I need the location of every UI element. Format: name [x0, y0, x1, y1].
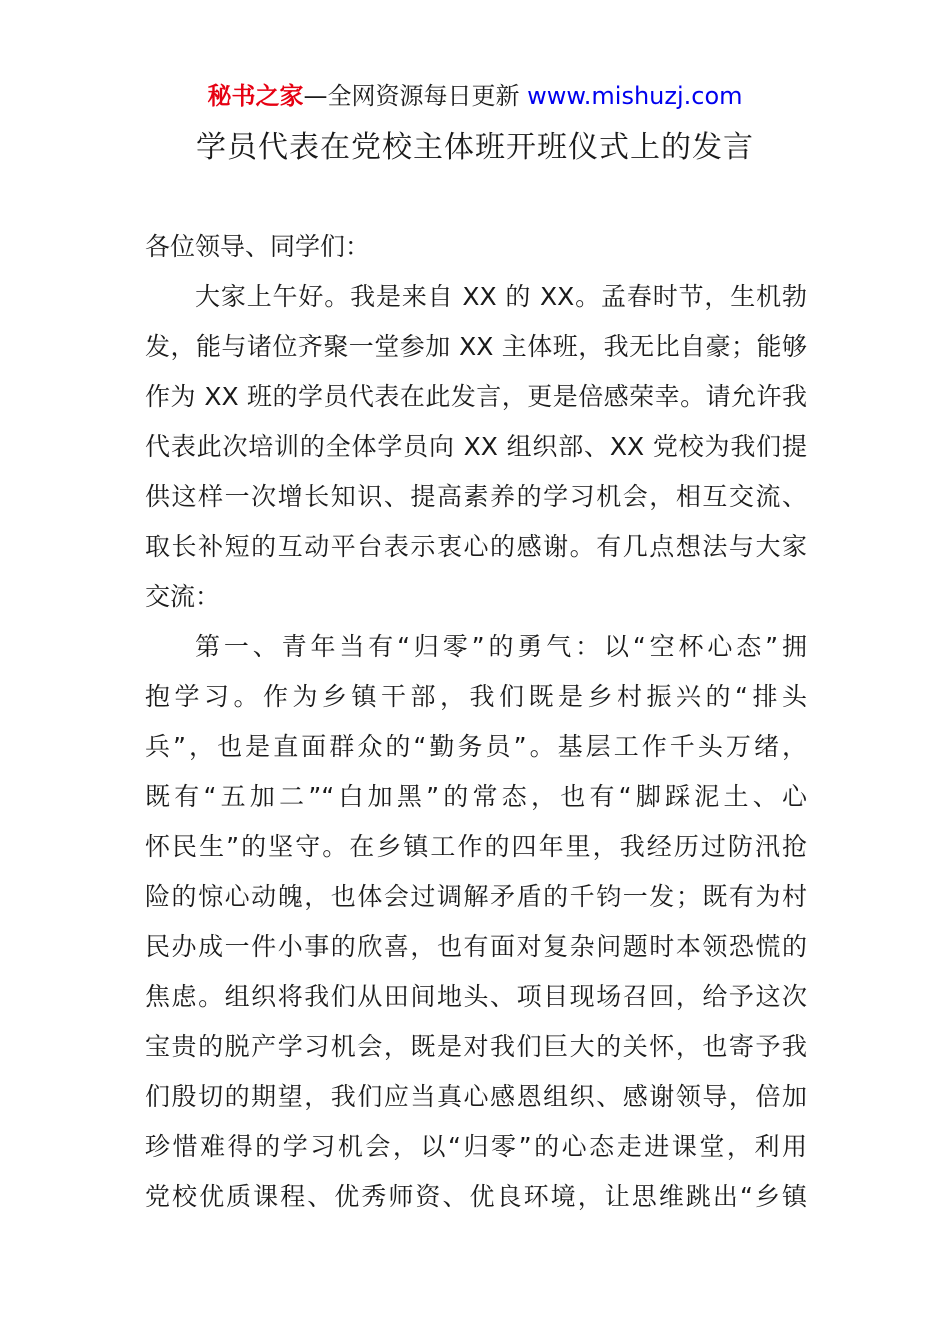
paragraph-line: 们殷切的期望，我们应当真心感恩组织、感谢领导，倍加 [145, 1082, 807, 1111]
site-header [0, 80, 950, 112]
paragraph-line: 取长补短的互动平台表示衷心的感谢。有几点想法与大家 [145, 532, 807, 561]
paragraph-line: 作为 XX 班的学员代表在此发言，更是倍感荣幸。请允许我 [145, 382, 807, 411]
paragraph-line: 代表此次培训的全体学员向 XX 组织部、XX 党校为我们提 [145, 432, 807, 461]
brand-name: 秘书之家 [207, 82, 304, 110]
paragraph-line: 险的惊心动魄，也体会过调解矛盾的千钧一发；既有为村 [145, 882, 807, 911]
paragraph-line: 焦虑。组织将我们从田间地头、项目现场召回，给予这次 [145, 982, 807, 1011]
paragraph-line: 珍惜难得的学习机会，以“归零”的心态走进课堂，利用 [145, 1132, 807, 1161]
header-tagline: —全网资源每日更新 [303, 82, 520, 110]
paragraph-line: 宝贵的脱产学习机会，既是对我们巨大的关怀，也寄予我 [145, 1032, 807, 1061]
paragraph-line: 民办成一件小事的欣喜，也有面对复杂问题时本领恐慌的 [145, 932, 807, 961]
paragraph-line: 怀民生”的坚守。在乡镇工作的四年里，我经历过防汛抢 [145, 832, 807, 861]
site-url-link[interactable]: www.mishuzj.com [527, 82, 743, 110]
document-body [145, 222, 807, 1222]
paragraph-line: 既有“五加二”“白加黑”的常态，也有“脚踩泥土、心 [145, 782, 807, 811]
paragraph-line: 抱学习。作为乡镇干部，我们既是乡村振兴的“排头 [145, 682, 807, 711]
paragraph-line: 兵”，也是直面群众的“勤务员”。基层工作千头万绪， [145, 732, 807, 761]
paragraph-line: 党校优质课程、优秀师资、优良环境，让思维跳出“乡镇 [145, 1182, 807, 1211]
paragraph-line: 大家上午好。我是来自 XX 的 XX。孟春时节，生机勃 [195, 282, 807, 311]
document-title: 学员代表在党校主体班开班仪式上的发言 [196, 130, 754, 165]
paragraph-line: 第一、青年当有“归零”的勇气：以“空杯心态”拥 [195, 632, 807, 661]
paragraph-line: 交流： [145, 582, 221, 611]
paragraph-line: 发，能与诸位齐聚一堂参加 XX 主体班，我无比自豪；能够 [145, 332, 807, 361]
salutation: 各位领导、同学们： [145, 232, 371, 261]
paragraph-line: 供这样一次增长知识、提高素养的学习机会，相互交流、 [145, 482, 807, 511]
